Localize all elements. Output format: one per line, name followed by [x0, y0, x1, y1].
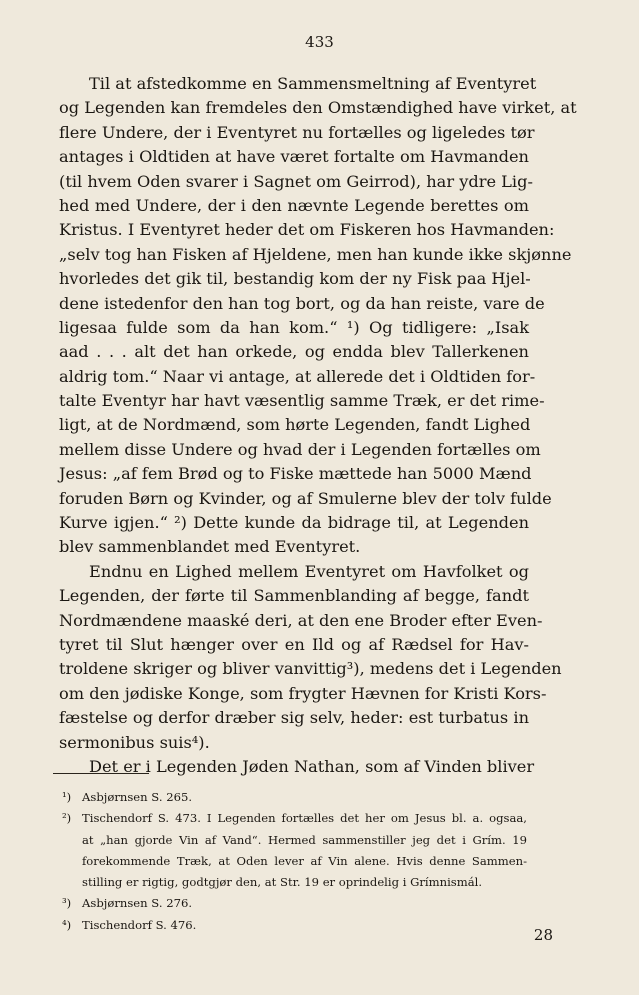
text-line: Kristus. I Eventyret heder det om Fiskeren hos Havmanden: [59, 220, 555, 240]
page-number: 433 [305, 33, 334, 51]
footnote-mark: ⁴) [62, 917, 72, 932]
text-line: hed med Undere, der i den nævnte Legende berettes om [59, 195, 529, 215]
text-line: (til hvem Oden svarer i Sagnet om Geirrod), har ydre Lig- [59, 171, 533, 191]
footnote [62, 787, 527, 808]
footnote-line: Tischendorf S. 473. I Legenden fortælles det her om Jesus bl. a. ogsaa, [82, 811, 527, 826]
footnote-line: Asbjørnsen S. 265. [82, 790, 193, 804]
text-line: sermonibus suis⁴). [59, 732, 210, 752]
footnote [62, 808, 527, 893]
text-line: fæstelse og derfor dræber sig selv, heder: est turbatus in [59, 708, 529, 728]
text-line: og Legenden kan fremdeles den Omstændighed have virket, at [59, 98, 577, 118]
text-line: aad . . . alt det han orkede, og endda blev Tallerkenen [59, 342, 529, 362]
footnote-line: Tischendorf S. 476. [82, 917, 197, 932]
text-line: troldene skriger og bliver vanvittig³), medens det i Legenden [59, 659, 562, 679]
text-line: „selv tog han Fisken af Hjeldene, men han kunde ikke skjønne [59, 244, 572, 264]
text-line: talte Eventyr har havt væsentlig samme Træk, er det rime- [59, 391, 545, 411]
text-line: Endnu en Lighed mellem Eventyret om Havfolket og [89, 561, 529, 581]
text-line: Legenden, der førte til Sammenblanding af begge, fandt [59, 586, 529, 606]
footnote-line: stilling er rigtig, godtgjør den, at Str. 19 er oprindelig i Grímnismál. [82, 875, 483, 890]
text-line: aldrig tom.“ Naar vi antage, at allerede det i Oldtiden for- [59, 366, 536, 386]
text-line: blev sammenblandet med Eventyret. [59, 537, 361, 557]
text-line: Til at afstedkomme en Sammensmeltning af Eventyret [89, 74, 537, 93]
body-text [59, 72, 577, 779]
footnote-mark: ³) [62, 896, 72, 911]
text-line: tyret til Slut hænger over en Ild og af Rædsel for Hav- [59, 634, 529, 654]
text-line: ligesaa fulde som da han kom.“ ¹) Og tidligere: „Isak [59, 317, 529, 337]
footnote [62, 915, 527, 936]
text-line: Det er i Legenden Jøden Nathan, som af Vinden bliver [89, 756, 535, 776]
text-line: ligt, at de Nordmænd, som hørte Legenden, fandt Lighed [59, 415, 531, 435]
text-line: hvorledes det gik til, bestandig kom der ny Fisk paa Hjel- [59, 269, 531, 289]
signature-mark: 28 [533, 926, 553, 944]
text-line: foruden Børn og Kvinder, og af Smulerne blev der tolv fulde [59, 488, 552, 508]
text-line: om den jødiske Konge, som frygter Hævnen for Kristi Kors- [59, 683, 547, 703]
footnote [62, 893, 527, 914]
text-line: dene istedenfor den han tog bort, og da han reiste, vare de [59, 293, 545, 313]
footnotes [62, 787, 527, 936]
footnote-line: at „han gjorde Vin af Vand“. Hermed sammenstiller jeg det i Grím. 19 [82, 832, 527, 847]
text-line: flere Undere, der i Eventyret nu fortælles og ligeledes tør [59, 122, 535, 142]
text-line: Jesus: „af fem Brød og to Fiske mættede han 5000 Mænd [59, 464, 532, 484]
footnote-line: Asbjørnsen S. 276. [82, 896, 193, 911]
footnote-line: forekommende Træk, at Oden lever af Vin alene. Hvis denne Sammen- [82, 853, 527, 868]
footnote-divider [53, 773, 149, 774]
text-line: Nordmændene maaské deri, at den ene Broder efter Even- [59, 610, 543, 630]
footnote-mark: ²) [62, 811, 72, 826]
text-line: Kurve igjen.“ ²) Dette kunde da bidrage til, at Legenden [59, 513, 529, 533]
text-line: mellem disse Undere og hvad der i Legenden fortælles om [59, 439, 541, 459]
text-line: antages i Oldtiden at have været fortalte om Havmanden [59, 147, 529, 167]
footnote-mark: ¹) [62, 790, 72, 804]
